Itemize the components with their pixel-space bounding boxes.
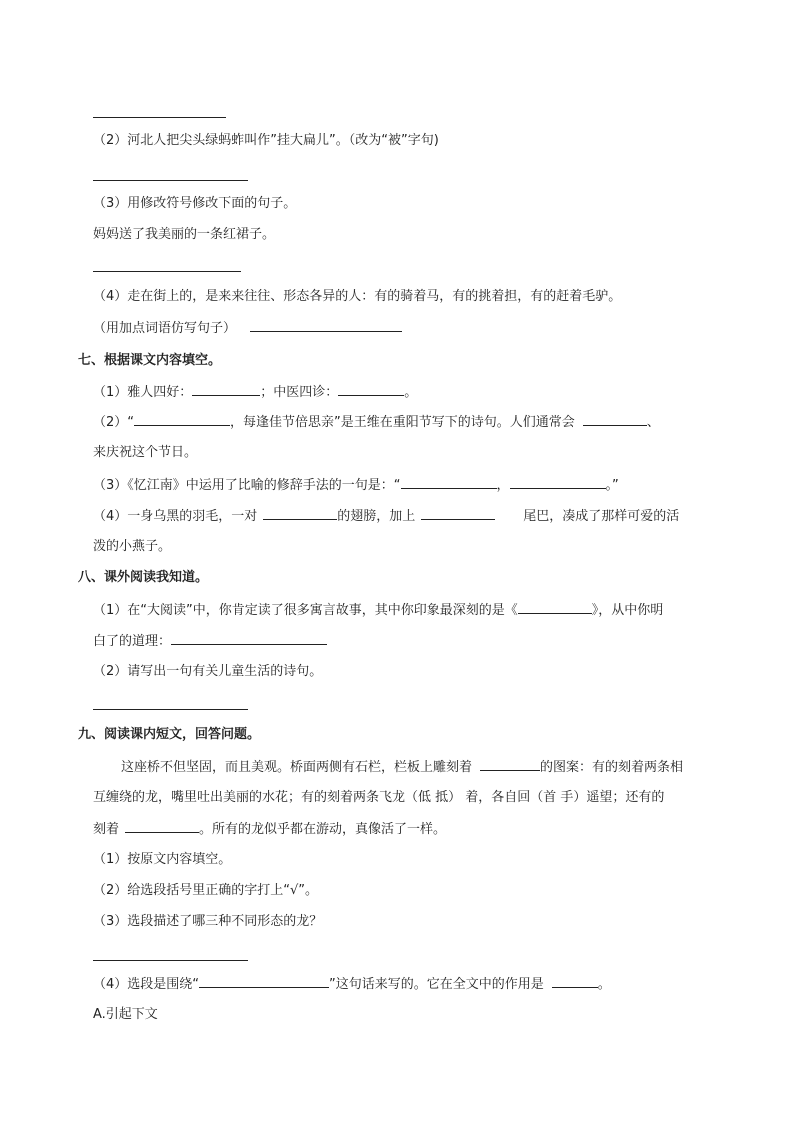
- s7-q2: [93, 413, 660, 432]
- q4-b: ”这句话来写的。它在全文中的作用是: [329, 977, 544, 992]
- p1-a: 这座桥不但坚固，而且美观。桥面两侧有石栏，栏板上雕刻着: [121, 760, 473, 775]
- answer-line[interactable]: [93, 117, 226, 118]
- s9-q1: （1）按原文内容填空。: [93, 852, 232, 867]
- s6-q4: （4）走在街上的，是来来往往、形态各异的人：有的骑着马，有的挑着担，有的赶着毛驴。: [93, 289, 622, 304]
- q3-b: ，: [496, 478, 510, 493]
- s9-para-line1: [121, 758, 683, 777]
- s9-q4: [93, 975, 611, 994]
- q3-a: （3）《忆江南》中运用了比喻的修辞手法的一句是：“: [93, 478, 401, 493]
- s6-q2: （2）河北人把尖头绿蚂蚱叫作”挂大扁儿”。（改为“被”字句): [93, 133, 439, 148]
- q1-a: （1）雅人四好：: [93, 385, 193, 400]
- s9-para-line2: 互缠绕的龙，嘴里吐出美丽的水花；有的刻着两条飞龙（低 抵） 着，各自回（首 手）遥望；还有的: [93, 790, 665, 805]
- q1-b: 》，从中你明: [591, 603, 664, 618]
- answer-blank[interactable]: [421, 507, 495, 520]
- p1-b: 的图案：有的刻着两条相: [540, 760, 684, 775]
- s7-q4-cont: 泼的小燕子。: [93, 539, 172, 554]
- s8-q1-cont: [93, 632, 327, 651]
- q2-c: 、: [646, 415, 660, 430]
- q1-c: 。: [404, 385, 418, 400]
- s7-q3: [93, 476, 619, 495]
- s7-q1: [93, 383, 417, 402]
- s6-q3-sentence: 妈妈送了我美丽的一条红裙子。: [93, 227, 276, 242]
- q1-a: （1）在“大阅读”中，你肯定读了很多寓言故事，其中你印象最深刻的是《: [93, 603, 518, 618]
- answer-blank[interactable]: [518, 601, 592, 614]
- q4-c: 尾巴，凑成了那样可爱的活: [523, 509, 680, 524]
- q2-a: （2）“: [93, 415, 135, 430]
- s7-q4: [93, 507, 679, 526]
- answer-blank[interactable]: [510, 476, 606, 489]
- answer-blank[interactable]: [192, 383, 260, 396]
- answer-line[interactable]: [93, 960, 248, 961]
- q1-c: 白了的道理：: [93, 634, 172, 649]
- answer-blank[interactable]: [401, 476, 497, 489]
- answer-blank[interactable]: [552, 975, 598, 988]
- s9-q3: （3）选段描述了哪三种不同形态的龙？: [93, 914, 323, 929]
- s9-q2: （2）给选段括号里正确的字打上“√”。: [93, 883, 319, 898]
- s6-q4-note: [93, 319, 402, 338]
- answer-blank[interactable]: [250, 319, 402, 332]
- s9-para-line3: [93, 820, 446, 839]
- answer-line[interactable]: [93, 180, 248, 181]
- answer-blank[interactable]: [134, 413, 230, 426]
- q2-b: ，每逢佳节倍思亲”是王维在重阳节写下的诗句。人们通常会: [230, 415, 575, 430]
- q4-a: （4）一身乌黑的羽毛，一对: [93, 509, 258, 524]
- q3-c: 。”: [605, 478, 619, 493]
- answer-blank[interactable]: [125, 820, 199, 833]
- s8-q2: （2）请写出一句有关儿童生活的诗句。: [93, 664, 323, 679]
- section-8-title: 八、课外阅读我知道。: [78, 570, 209, 585]
- answer-blank[interactable]: [263, 507, 337, 520]
- s7-q2-cont: 来庆祝这个节日。: [93, 445, 198, 460]
- s9-option-a[interactable]: A.引起下文: [93, 1007, 158, 1022]
- q4-b: 的翅膀，加上: [337, 509, 416, 524]
- section-9-title: 九、阅读课内短文，回答问题。: [78, 727, 261, 742]
- q4-note-text: （用加点词语仿写句子）: [93, 321, 237, 336]
- answer-line[interactable]: [93, 271, 241, 272]
- q4-c: 。: [597, 977, 611, 992]
- answer-blank[interactable]: [583, 413, 647, 426]
- section-7-title: 七、根据课文内容填空。: [78, 353, 222, 368]
- answer-blank[interactable]: [338, 383, 404, 396]
- q1-b: ；中医四诊：: [260, 385, 339, 400]
- answer-line[interactable]: [93, 709, 248, 710]
- answer-blank[interactable]: [199, 975, 329, 988]
- q4-a: （4）选段是围绕“: [93, 977, 200, 992]
- answer-blank[interactable]: [480, 758, 540, 771]
- s6-q3: （3）用修改符号修改下面的句子。: [93, 196, 297, 211]
- s8-q1: [93, 601, 663, 620]
- answer-blank[interactable]: [171, 632, 327, 645]
- p3-b: 。所有的龙似乎都在游动，真像活了一样。: [199, 822, 447, 837]
- p3-a: 刻着: [93, 822, 120, 837]
